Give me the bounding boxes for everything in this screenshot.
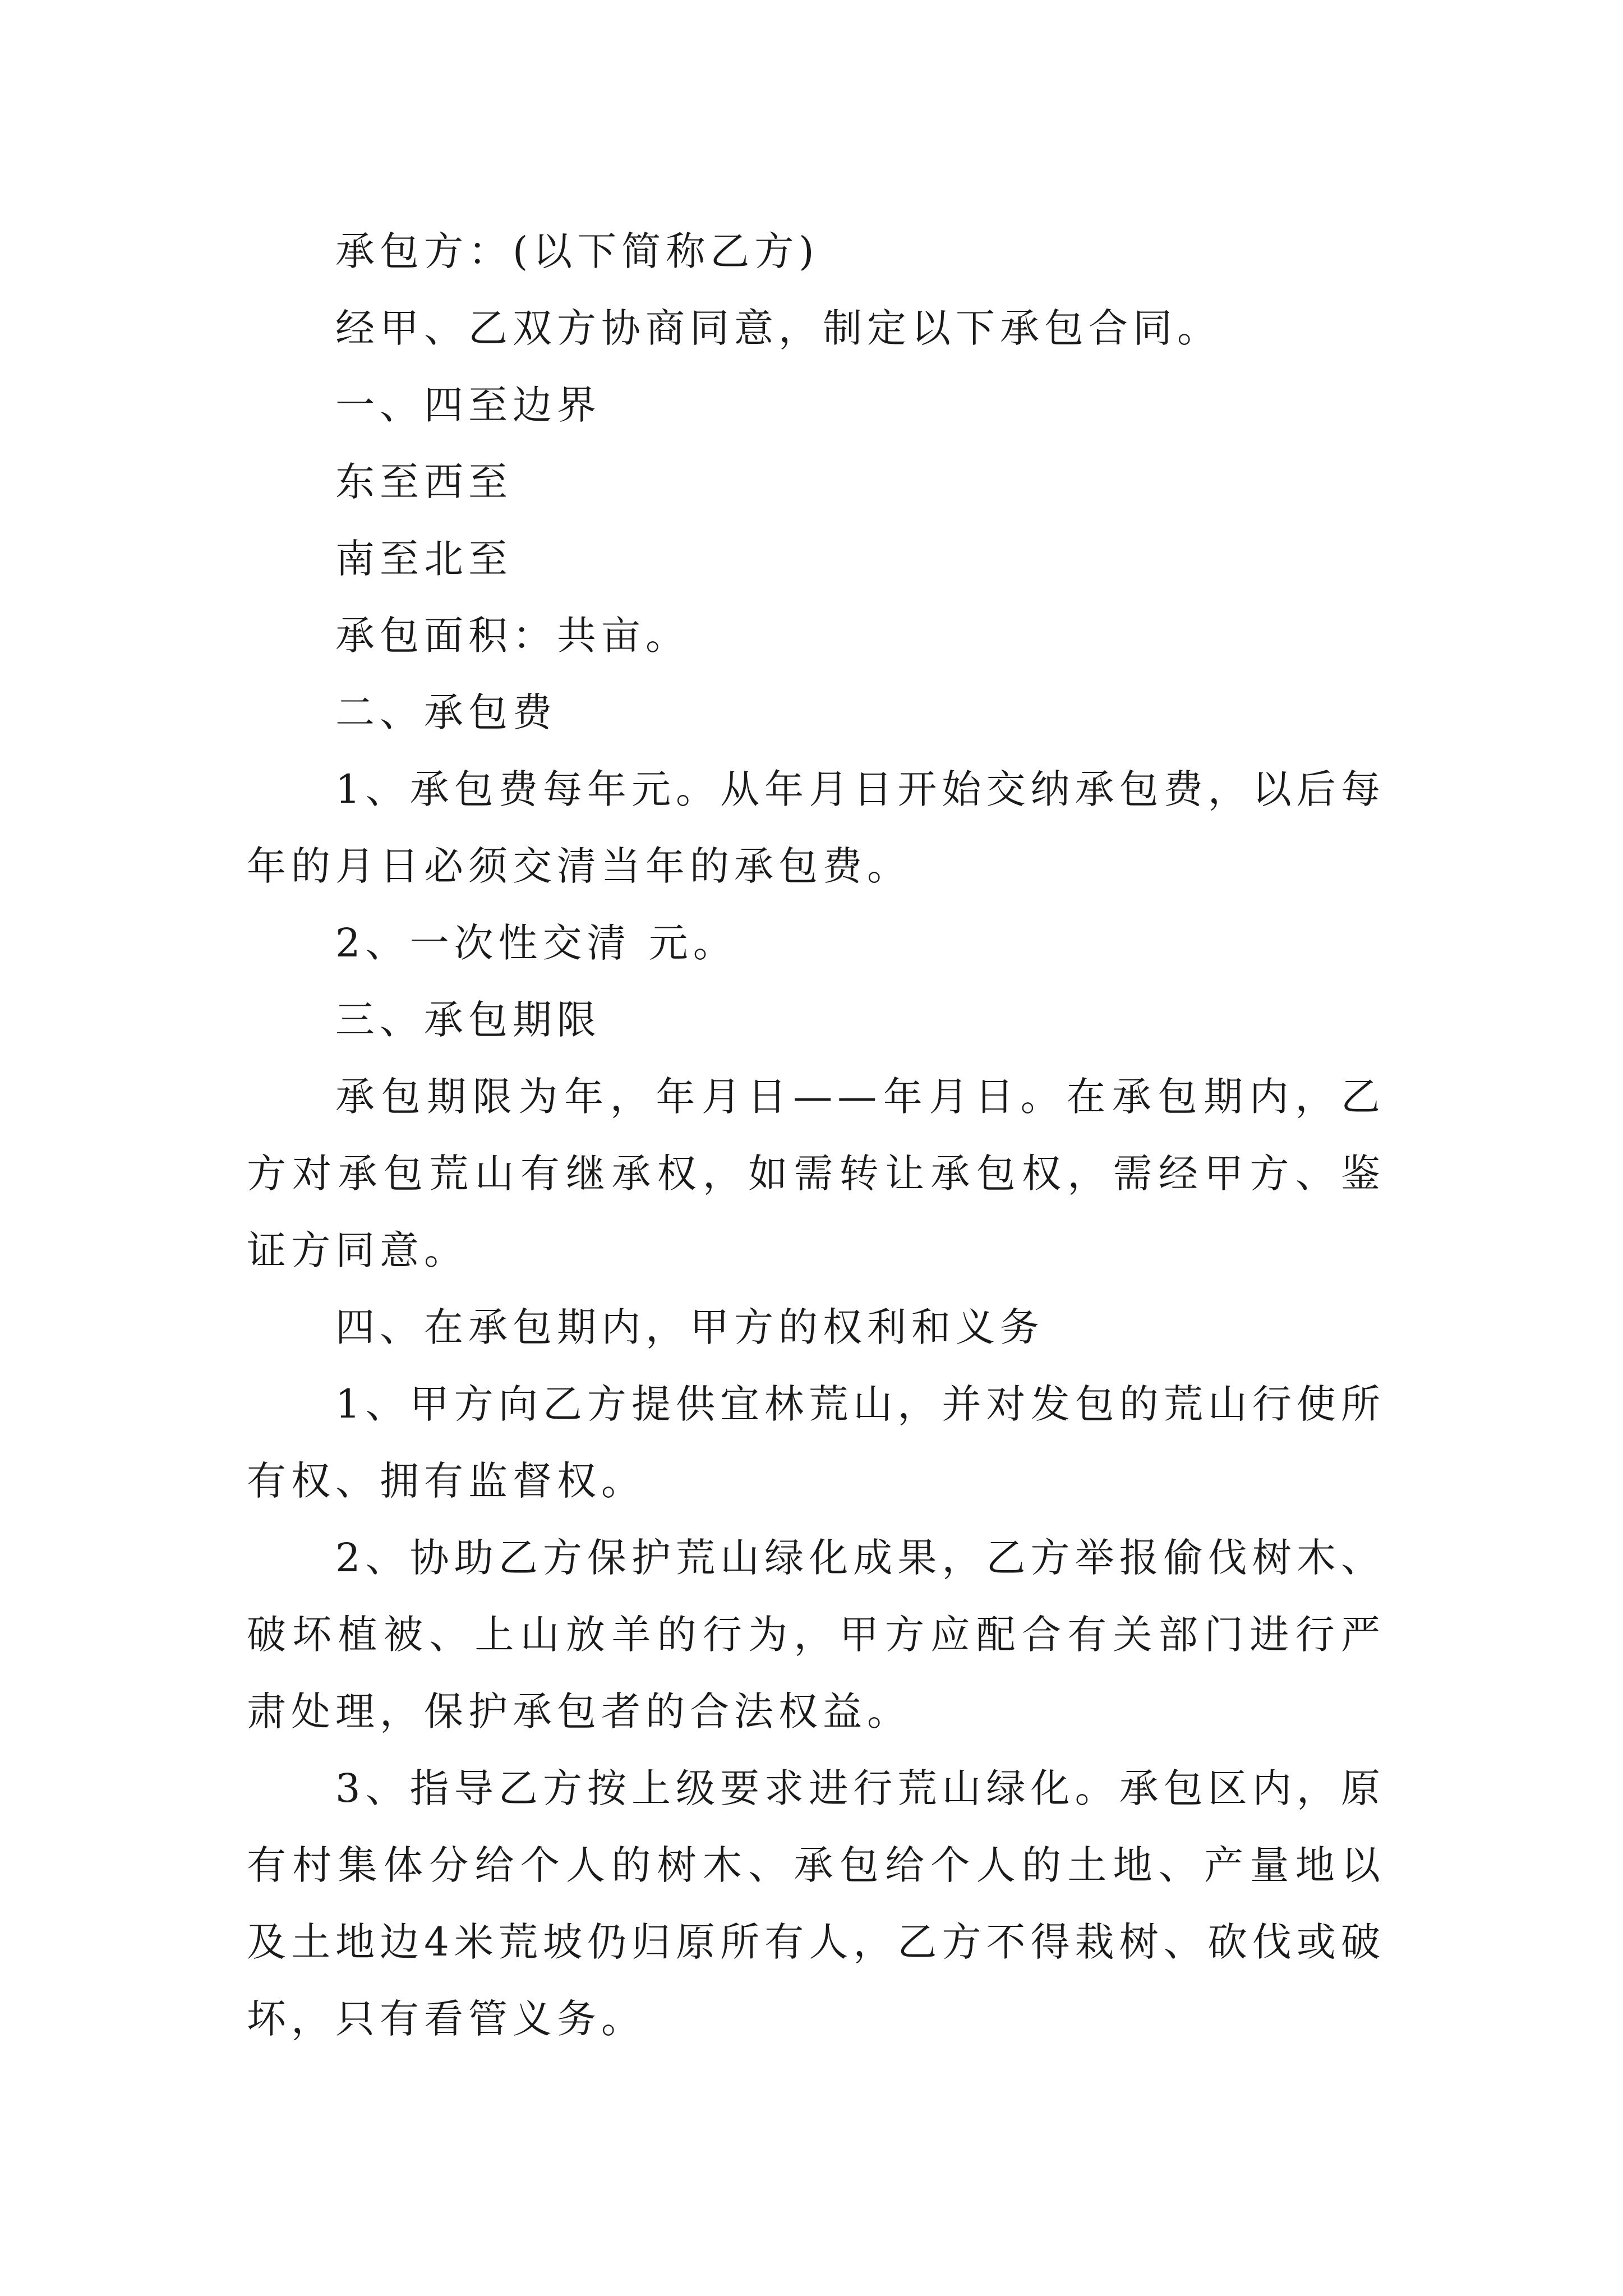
section-heading-fee: 二、承包费 [335, 689, 557, 735]
paragraph-term: 承包期限为年，年月日——年月日。在承包期内，乙方对承包荒山有继承权，如需转让承包权，需经甲方、鉴证方同意。 [247, 1074, 1385, 1273]
paragraph-agreement: 经甲、乙双方协商同意，制定以下承包合同。 [335, 305, 1221, 351]
paragraph-party-a-item-1: 1、甲方向乙方提供宜林荒山，并对发包的荒山行使所有权、拥有监督权。 [247, 1381, 1385, 1504]
section-heading-term: 三、承包期限 [335, 997, 601, 1043]
paragraph-party-a-item-3: 3、指导乙方按上级要求进行荒山绿化。承包区内，原有村集体分给个人的树木、承包给个人的土地、产量地以及土地边4米荒坡仍归原所有人，乙方不得栽树、砍伐或破坏，只有看管义务。 [247, 1765, 1385, 2042]
section-heading-boundaries: 一、四至边界 [335, 382, 601, 428]
paragraph-south-north: 南至北至 [335, 536, 513, 582]
paragraph-area: 承包面积：共亩。 [335, 613, 690, 659]
paragraph-east-west: 东至西至 [335, 459, 513, 505]
document-body [247, 213, 1385, 2058]
paragraph-fee-lump-sum: 2、一次性交清 元。 [335, 920, 737, 966]
paragraph-party-a-item-2: 2、协助乙方保护荒山绿化成果，乙方举报偷伐树木、破坏植被、上山放羊的行为，甲方应配合有关部门进行严肃处理，保护承包者的合法权益。 [247, 1535, 1385, 1734]
paragraph-contractor: 承包方：(以下简称乙方) [335, 228, 819, 274]
section-heading-party-a-rights: 四、在承包期内，甲方的权利和义务 [335, 1304, 1044, 1350]
paragraph-fee-annual: 1、承包费每年元。从年月日开始交纳承包费，以后每年的月日必须交清当年的承包费。 [247, 766, 1385, 889]
